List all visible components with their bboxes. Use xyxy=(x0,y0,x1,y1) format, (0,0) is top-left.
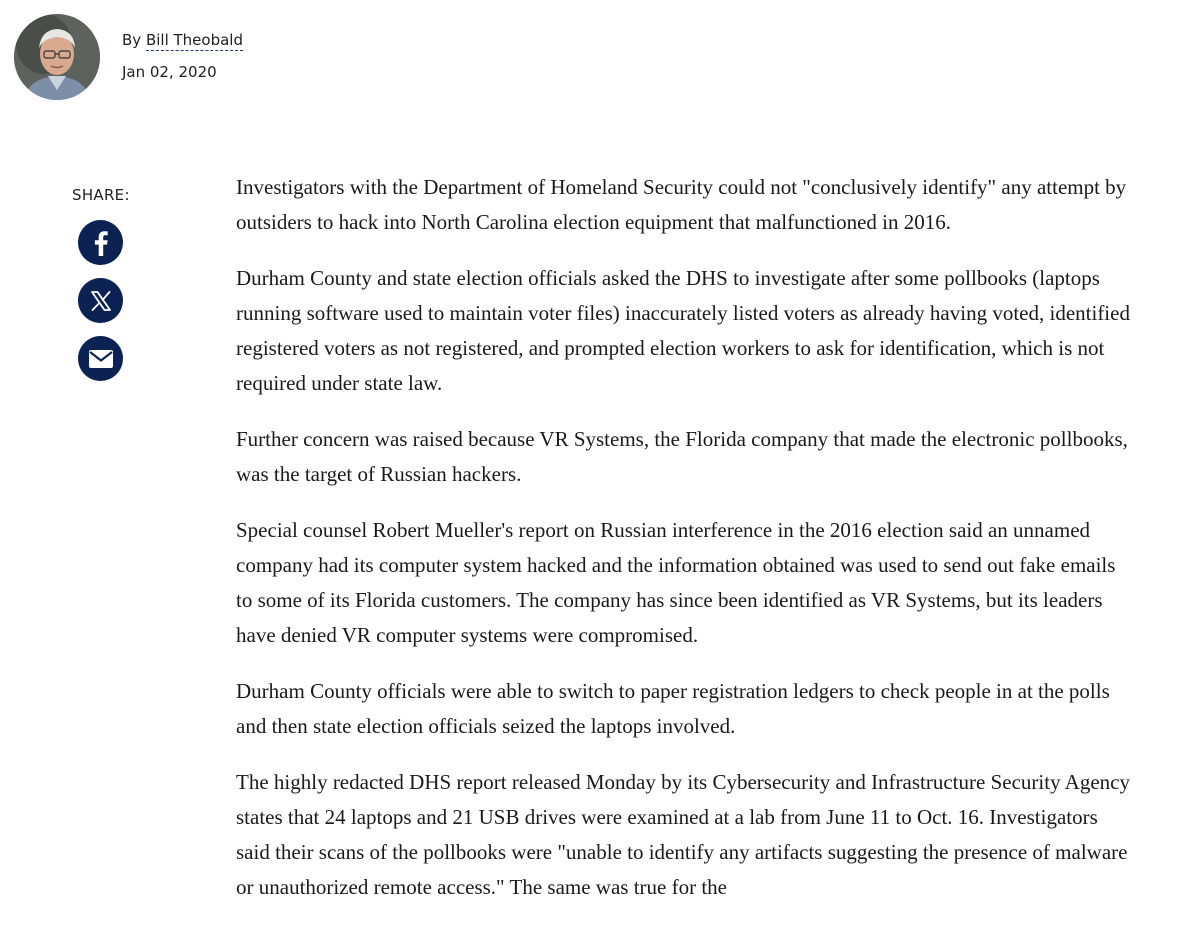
article-paragraph: Further concern was raised because VR Systems, the Florida company that made the electronic pollbooks, was the target of Russian hackers. xyxy=(236,427,1128,486)
email-share-button[interactable] xyxy=(78,336,123,381)
byline-meta xyxy=(122,29,243,82)
email-icon xyxy=(88,349,114,369)
article-paragraph: Special counsel Robert Mueller's report on Russian interference in the 2016 election said an unnamed company had its computer system hacked and the information obtained was used to send out fake emails to some of its Florida customers. The company has since been identified as VR Systems, but its leaders have denied VR computer systems were compromised. xyxy=(236,518,1116,647)
article-paragraph: Durham County officials were able to switch to paper registration ledgers to check people in at the polls and then state election officials seized the laptops involved. xyxy=(236,679,1110,738)
facebook-share-button[interactable] xyxy=(78,220,123,265)
x-share-button[interactable] xyxy=(78,278,123,323)
x-icon xyxy=(90,290,112,312)
article-body xyxy=(236,170,1136,926)
publish-date: Jan 02, 2020 xyxy=(122,63,217,81)
author-link[interactable]: Bill Theobald xyxy=(145,31,243,49)
byline-prefix: By xyxy=(122,31,142,49)
author-line xyxy=(122,29,243,51)
byline xyxy=(14,14,243,100)
share-label: SHARE: xyxy=(72,186,130,204)
share-bar xyxy=(72,186,132,394)
facebook-icon xyxy=(90,230,112,256)
article-paragraph: The highly redacted DHS report released Monday by its Cybersecurity and Infrastructure Security Agency states that 24 laptops and 21 USB drives were examined at a lab from June 11 to Oct. 16. Investigators said their scans of the pollbooks were "unable to identify any artifacts suggesting the presence of malware or unauthorized remote access." The same was true for the xyxy=(236,770,1130,899)
article-paragraph: Investigators with the Department of Homeland Security could not "conclusively identify" any attempt by outsiders to hack into North Carolina election equipment that malfunctioned in 2016. xyxy=(236,175,1127,234)
article-paragraph: Durham County and state election officials asked the DHS to investigate after some pollbooks (laptops running software used to maintain voter files) inaccurately listed voters as already having voted, identified registered voters as not registered, and prompted election workers to ask for identification, which is not required under state law. xyxy=(236,266,1130,395)
author-photo xyxy=(14,14,100,100)
author-avatar[interactable] xyxy=(14,14,100,100)
